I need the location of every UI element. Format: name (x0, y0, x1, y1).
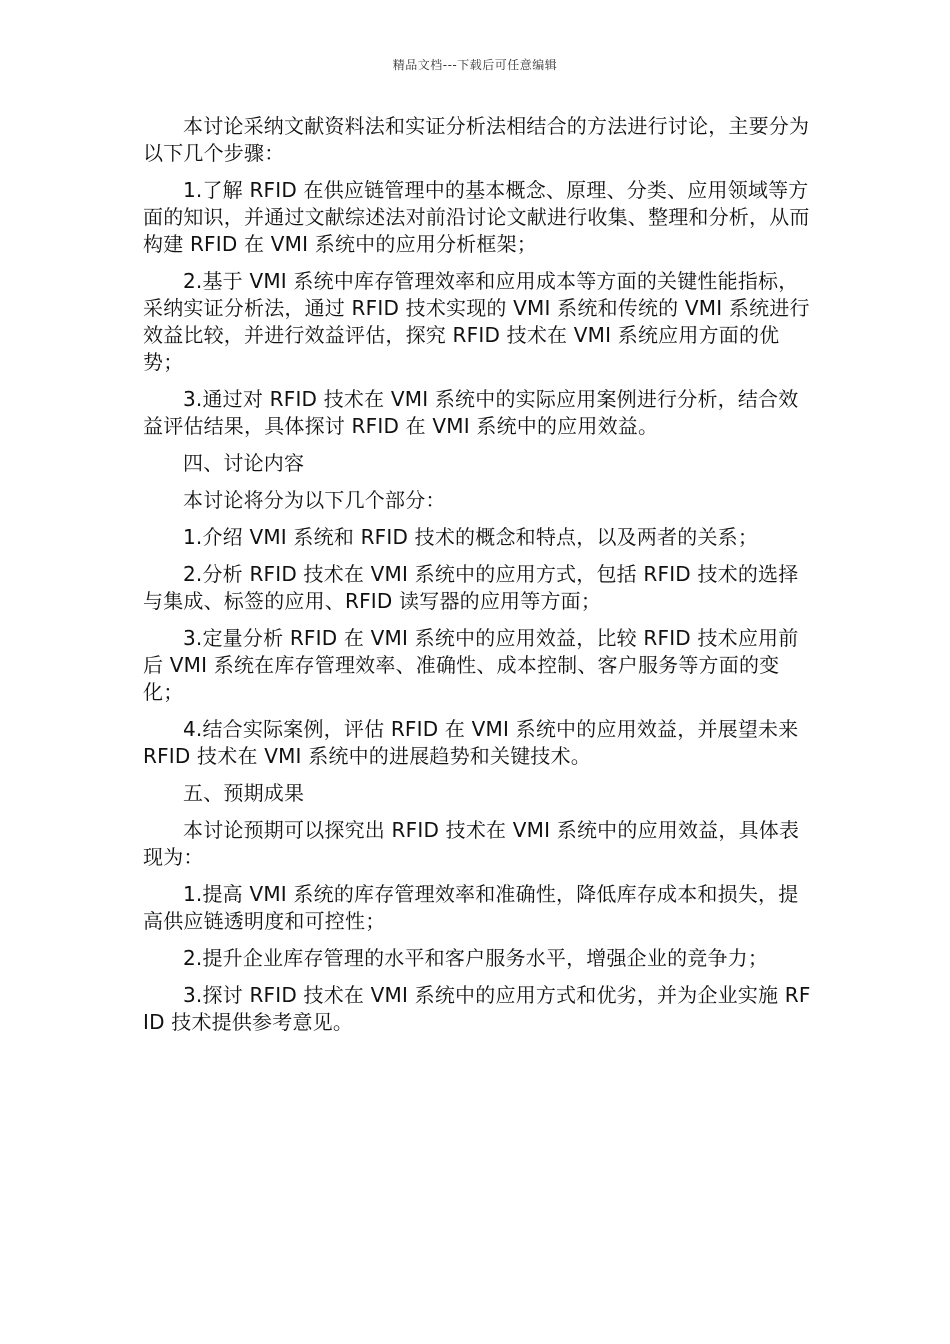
paragraph-outcome-3: 3.探讨 RFID 技术在 VMI 系统中的应用方式和优劣，并为企业实施 RFID 技术提供参考意见。 (143, 983, 811, 1034)
paragraph-content-3: 3.定量分析 RFID 在 VMI 系统中的应用效益，比较 RFID 技术应用前后 VMI 系统在库存管理效率、准确性、成本控制、客户服务等方面的变化； (143, 626, 799, 704)
paragraph-step-3: 3.通过对 RFID 技术在 VMI 系统中的实际应用案例进行分析，结合效益评估结果，具体探讨 RFID 在 VMI 系统中的应用效益。 (143, 387, 799, 438)
paragraph-outcome-1: 1.提高 VMI 系统的库存管理效率和准确性，降低库存成本和损失，提高供应链透明度和可控性； (143, 882, 799, 933)
paragraph-outcomes-intro: 本讨论预期可以探究出 RFID 技术在 VMI 系统中的应用效益，具体表现为： (143, 818, 800, 869)
paragraph-content-intro: 本讨论将分为以下几个部分： (183, 488, 446, 512)
section-heading-outcomes: 五、预期成果 (183, 781, 305, 805)
section-heading-content: 四、讨论内容 (183, 451, 305, 475)
paragraph-content-1: 1.介绍 VMI 系统和 RFID 技术的概念和特点，以及两者的关系； (183, 525, 759, 549)
paragraph-outcome-2: 2.提升企业库存管理的水平和客户服务水平，增强企业的竞争力； (183, 946, 769, 970)
paragraph-step-2: 2.基于 VMI 系统中库存管理效率和应用成本等方面的关键性能指标，采纳实证分析法，通过 RFID 技术实现的 VMI 系统和传统的 VMI 系统进行效益比较，并进行效益评估，探究 RFID 技术在 VMI 系统应用方面的优势； (143, 269, 810, 374)
page-header: 精品文档---下载后可任意编辑 (392, 58, 558, 72)
paragraph-content-4: 4.结合实际案例，评估 RFID 在 VMI 系统中的应用效益，并展望未来 RFID 技术在 VMI 系统中的进展趋势和关键技术。 (143, 717, 799, 768)
document-body (143, 113, 811, 1046)
paragraph-step-1: 1.了解 RFID 在供应链管理中的基本概念、原理、分类、应用领域等方面的知识，并通过文献综述法对前沿讨论文献进行收集、整理和分析，从而构建 RFID 在 VMI 系统中的应用分析框架； (143, 178, 810, 256)
paragraph-content-2: 2.分析 RFID 技术在 VMI 系统中的应用方式，包括 RFID 技术的选择与集成、标签的应用、RFID 读写器的应用等方面； (143, 562, 799, 613)
paragraph-method-intro: 本讨论采纳文献资料法和实证分析法相结合的方法进行讨论，主要分为以下几个步骤： (143, 114, 810, 165)
